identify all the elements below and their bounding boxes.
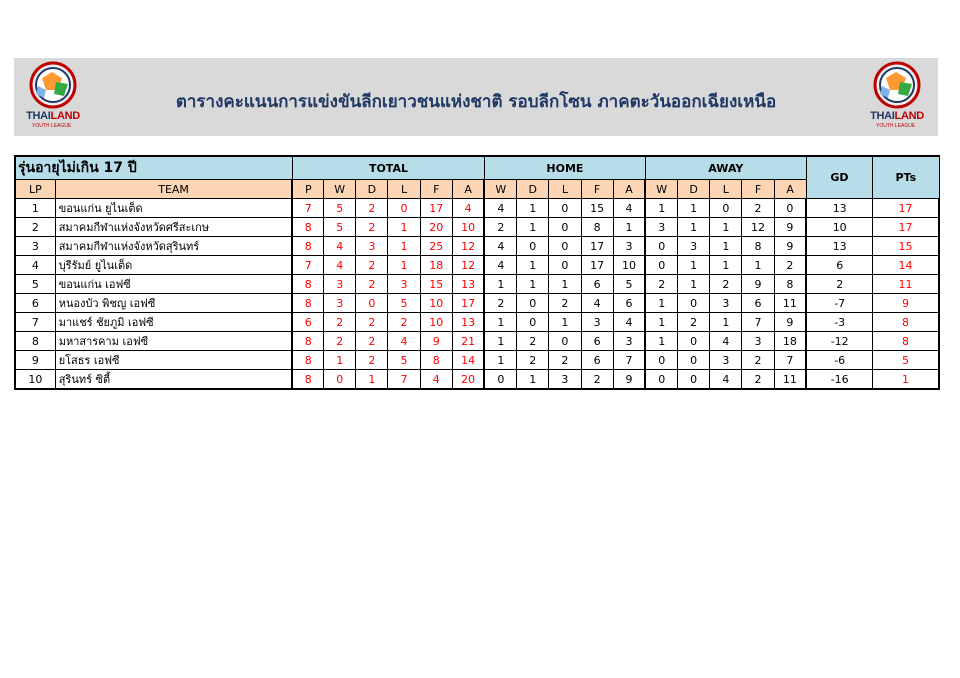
cell-hw: 4: [484, 237, 516, 256]
cell-f: 4: [420, 370, 452, 390]
cell-af: 8: [742, 237, 774, 256]
cell-gd: 13: [806, 237, 872, 256]
cell-l: 5: [388, 294, 420, 313]
cell-d: 3: [356, 237, 388, 256]
cell-l: 5: [388, 351, 420, 370]
cell-al: 3: [710, 294, 742, 313]
home-a-header: A: [613, 180, 645, 199]
cell-al: 4: [710, 332, 742, 351]
cell-aa: 0: [774, 199, 806, 218]
table-row: [15, 275, 939, 294]
away-w-header: W: [645, 180, 677, 199]
cell-aa: 11: [774, 294, 806, 313]
cell-hf: 6: [581, 351, 613, 370]
table-row: [15, 351, 939, 370]
cell-aw: 1: [645, 199, 677, 218]
cell-team: มหาสารคาม เอฟซี: [55, 332, 292, 351]
table-row: [15, 199, 939, 218]
cell-f: 25: [420, 237, 452, 256]
cell-f: 8: [420, 351, 452, 370]
cell-team: ขอนแก่น ยูไนเต็ด: [55, 199, 292, 218]
cell-aw: 3: [645, 218, 677, 237]
cell-w: 1: [324, 351, 356, 370]
cell-l: 3: [388, 275, 420, 294]
cell-hd: 1: [517, 256, 549, 275]
cell-pts: 17: [873, 199, 939, 218]
cell-hl: 0: [549, 237, 581, 256]
cell-lp: 6: [15, 294, 55, 313]
cell-a: 10: [452, 218, 484, 237]
cell-w: 5: [324, 218, 356, 237]
cell-l: 2: [388, 313, 420, 332]
cell-p: 8: [292, 332, 323, 351]
cell-al: 1: [710, 237, 742, 256]
cell-p: 6: [292, 313, 323, 332]
cell-w: 3: [324, 294, 356, 313]
cell-pts: 14: [873, 256, 939, 275]
cell-ad: 1: [678, 275, 710, 294]
cell-gd: 13: [806, 199, 872, 218]
cell-p: 8: [292, 237, 323, 256]
page-title: ตารางคะแนนการแข่งขันลีกเยาวชนแห่งชาติ รอบลีกโซน ภาคตะวันออกเฉียงเหนือ: [175, 92, 777, 112]
cell-al: 3: [710, 351, 742, 370]
cell-lp: 4: [15, 256, 55, 275]
table-row: [15, 370, 939, 390]
cell-ad: 1: [678, 218, 710, 237]
cell-lp: 9: [15, 351, 55, 370]
cell-hl: 0: [549, 256, 581, 275]
cell-a: 12: [452, 256, 484, 275]
cell-hl: 0: [549, 218, 581, 237]
cell-d: 2: [356, 332, 388, 351]
cell-al: 1: [710, 256, 742, 275]
cell-aa: 2: [774, 256, 806, 275]
away-group-header: AWAY: [645, 156, 806, 180]
cell-d: 1: [356, 370, 388, 390]
cell-gd: -7: [806, 294, 872, 313]
cell-f: 20: [420, 218, 452, 237]
cell-al: 2: [710, 275, 742, 294]
away-l-header: L: [710, 180, 742, 199]
cell-hd: 1: [517, 218, 549, 237]
cell-l: 4: [388, 332, 420, 351]
standings-table: [14, 155, 940, 390]
cell-lp: 8: [15, 332, 55, 351]
cell-hf: 15: [581, 199, 613, 218]
cell-team: บุรีรัมย์ ยูไนเต็ด: [55, 256, 292, 275]
cell-al: 1: [710, 313, 742, 332]
cell-gd: -16: [806, 370, 872, 390]
cell-w: 4: [324, 256, 356, 275]
cell-hf: 6: [581, 332, 613, 351]
cell-aa: 9: [774, 313, 806, 332]
cell-lp: 2: [15, 218, 55, 237]
cell-pts: 15: [873, 237, 939, 256]
cell-pts: 8: [873, 313, 939, 332]
cell-a: 20: [452, 370, 484, 390]
cell-al: 0: [710, 199, 742, 218]
cell-p: 8: [292, 370, 323, 390]
total-l-header: L: [388, 180, 420, 199]
cell-hw: 1: [484, 313, 516, 332]
cell-hd: 0: [517, 313, 549, 332]
cell-ad: 0: [678, 351, 710, 370]
cell-hd: 0: [517, 294, 549, 313]
cell-hl: 0: [549, 199, 581, 218]
cell-hl: 0: [549, 332, 581, 351]
cell-d: 0: [356, 294, 388, 313]
cell-w: 4: [324, 237, 356, 256]
cell-a: 13: [452, 275, 484, 294]
logo-subtext: YOUTH LEAGUE: [32, 123, 72, 129]
cell-aa: 8: [774, 275, 806, 294]
cell-hw: 4: [484, 199, 516, 218]
logo-text-land: LAND: [50, 110, 80, 122]
cell-hl: 3: [549, 370, 581, 390]
cell-aw: 0: [645, 256, 677, 275]
cell-af: 2: [742, 199, 774, 218]
cell-hf: 17: [581, 256, 613, 275]
cell-af: 7: [742, 313, 774, 332]
cell-aw: 1: [645, 332, 677, 351]
cell-w: 2: [324, 332, 356, 351]
cell-ha: 5: [613, 275, 645, 294]
total-p-header: P: [292, 180, 323, 199]
cell-af: 3: [742, 332, 774, 351]
gd-header: GD: [806, 156, 872, 199]
cell-af: 6: [742, 294, 774, 313]
cell-ha: 4: [613, 199, 645, 218]
cell-ad: 1: [678, 256, 710, 275]
cell-hf: 4: [581, 294, 613, 313]
home-d-header: D: [517, 180, 549, 199]
cell-gd: -12: [806, 332, 872, 351]
cell-ha: 4: [613, 313, 645, 332]
cell-p: 7: [292, 256, 323, 275]
cell-ad: 0: [678, 332, 710, 351]
cell-hf: 8: [581, 218, 613, 237]
cell-ha: 9: [613, 370, 645, 390]
header-banner: [14, 58, 938, 136]
cell-hf: 3: [581, 313, 613, 332]
cell-aa: 7: [774, 351, 806, 370]
logo-subtext: YOUTH LEAGUE: [876, 123, 916, 129]
cell-team: สมาคมกีฬาแห่งจังหวัดสุรินทร์: [55, 237, 292, 256]
home-w-header: W: [484, 180, 516, 199]
cell-p: 7: [292, 199, 323, 218]
cell-al: 4: [710, 370, 742, 390]
away-d-header: D: [678, 180, 710, 199]
cell-p: 8: [292, 351, 323, 370]
table-row: [15, 332, 939, 351]
cell-pts: 1: [873, 370, 939, 390]
cell-ad: 3: [678, 237, 710, 256]
cell-hf: 17: [581, 237, 613, 256]
cell-a: 21: [452, 332, 484, 351]
table-row: [15, 237, 939, 256]
home-group-header: HOME: [484, 156, 645, 180]
logo-text-land: LAND: [894, 110, 924, 122]
cell-d: 2: [356, 351, 388, 370]
cell-aw: 1: [645, 294, 677, 313]
cell-af: 1: [742, 256, 774, 275]
cell-ad: 0: [678, 294, 710, 313]
cell-af: 12: [742, 218, 774, 237]
cell-ad: 1: [678, 199, 710, 218]
cell-lp: 5: [15, 275, 55, 294]
home-l-header: L: [549, 180, 581, 199]
cell-lp: 3: [15, 237, 55, 256]
logo-text-thai: THAI: [26, 110, 51, 122]
total-d-header: D: [356, 180, 388, 199]
cell-hw: 2: [484, 294, 516, 313]
cell-d: 2: [356, 275, 388, 294]
cell-l: 1: [388, 256, 420, 275]
cell-pts: 8: [873, 332, 939, 351]
cell-af: 2: [742, 351, 774, 370]
cell-p: 8: [292, 218, 323, 237]
cell-hl: 2: [549, 351, 581, 370]
cell-ha: 1: [613, 218, 645, 237]
cell-af: 9: [742, 275, 774, 294]
cell-a: 17: [452, 294, 484, 313]
cell-d: 2: [356, 313, 388, 332]
cell-a: 4: [452, 199, 484, 218]
total-group-header: TOTAL: [292, 156, 484, 180]
lp-header: LP: [15, 180, 55, 199]
cell-aa: 11: [774, 370, 806, 390]
cell-gd: 6: [806, 256, 872, 275]
total-f-header: F: [420, 180, 452, 199]
cell-ha: 3: [613, 237, 645, 256]
cell-hl: 1: [549, 275, 581, 294]
cell-ha: 3: [613, 332, 645, 351]
cell-p: 8: [292, 275, 323, 294]
cell-team: มาแชร์ ชัยภูมิ เอฟซี: [55, 313, 292, 332]
cell-hw: 2: [484, 218, 516, 237]
cell-hd: 1: [517, 199, 549, 218]
cell-aw: 1: [645, 313, 677, 332]
cell-hw: 1: [484, 275, 516, 294]
cell-f: 15: [420, 275, 452, 294]
cell-team: ขอนแก่น เอฟซี: [55, 275, 292, 294]
cell-lp: 7: [15, 313, 55, 332]
cell-pts: 9: [873, 294, 939, 313]
cell-hw: 1: [484, 351, 516, 370]
table-row: [15, 294, 939, 313]
standings-rows: [15, 199, 939, 390]
cell-pts: 11: [873, 275, 939, 294]
cell-f: 9: [420, 332, 452, 351]
cell-d: 2: [356, 256, 388, 275]
table-row: [15, 218, 939, 237]
cell-w: 5: [324, 199, 356, 218]
home-f-header: F: [581, 180, 613, 199]
cell-hl: 1: [549, 313, 581, 332]
cell-p: 8: [292, 294, 323, 313]
cell-ha: 10: [613, 256, 645, 275]
cell-team: สมาคมกีฬาแห่งจังหวัดศรีสะเกษ: [55, 218, 292, 237]
cell-gd: 10: [806, 218, 872, 237]
cell-l: 1: [388, 218, 420, 237]
cell-l: 0: [388, 199, 420, 218]
cell-aa: 9: [774, 237, 806, 256]
logo-text-thai: THAI: [870, 110, 895, 122]
cell-hf: 6: [581, 275, 613, 294]
cell-hl: 2: [549, 294, 581, 313]
cell-ad: 0: [678, 370, 710, 390]
cell-w: 0: [324, 370, 356, 390]
cell-a: 13: [452, 313, 484, 332]
cell-team: สุรินทร์ ซิตี้: [55, 370, 292, 390]
table-row: [15, 256, 939, 275]
total-a-header: A: [452, 180, 484, 199]
cell-w: 3: [324, 275, 356, 294]
cell-gd: 2: [806, 275, 872, 294]
total-w-header: W: [324, 180, 356, 199]
cell-aw: 0: [645, 351, 677, 370]
cell-a: 12: [452, 237, 484, 256]
cell-d: 2: [356, 199, 388, 218]
soccer-ball-icon: [862, 60, 932, 110]
cell-hd: 2: [517, 351, 549, 370]
cell-af: 2: [742, 370, 774, 390]
cell-f: 17: [420, 199, 452, 218]
cell-hw: 4: [484, 256, 516, 275]
cell-hd: 1: [517, 275, 549, 294]
away-f-header: F: [742, 180, 774, 199]
cell-aw: 0: [645, 237, 677, 256]
cell-ad: 2: [678, 313, 710, 332]
cell-pts: 5: [873, 351, 939, 370]
cell-l: 7: [388, 370, 420, 390]
cell-f: 18: [420, 256, 452, 275]
cell-team: ยโสธร เอฟซี: [55, 351, 292, 370]
cell-hd: 0: [517, 237, 549, 256]
away-a-header: A: [774, 180, 806, 199]
cell-hf: 2: [581, 370, 613, 390]
cell-pts: 17: [873, 218, 939, 237]
cell-a: 14: [452, 351, 484, 370]
cell-gd: -6: [806, 351, 872, 370]
cell-aw: 0: [645, 370, 677, 390]
cell-f: 10: [420, 294, 452, 313]
table-row: [15, 313, 939, 332]
cell-l: 1: [388, 237, 420, 256]
cell-ha: 6: [613, 294, 645, 313]
cell-gd: -3: [806, 313, 872, 332]
cell-hd: 2: [517, 332, 549, 351]
cell-lp: 10: [15, 370, 55, 390]
cell-lp: 1: [15, 199, 55, 218]
thailand-youth-league-logo-right: [862, 60, 932, 132]
cell-ha: 7: [613, 351, 645, 370]
age-group-label: รุ่นอายุไม่เกิน 17 ปี: [15, 156, 292, 180]
cell-f: 10: [420, 313, 452, 332]
cell-al: 1: [710, 218, 742, 237]
cell-team: หนองบัว พิชญ เอฟซี: [55, 294, 292, 313]
cell-aw: 2: [645, 275, 677, 294]
cell-hw: 1: [484, 332, 516, 351]
cell-hw: 0: [484, 370, 516, 390]
pts-header: PTs: [873, 156, 939, 199]
cell-w: 2: [324, 313, 356, 332]
team-header: TEAM: [55, 180, 292, 199]
cell-aa: 18: [774, 332, 806, 351]
cell-aa: 9: [774, 218, 806, 237]
cell-hd: 1: [517, 370, 549, 390]
cell-d: 2: [356, 218, 388, 237]
